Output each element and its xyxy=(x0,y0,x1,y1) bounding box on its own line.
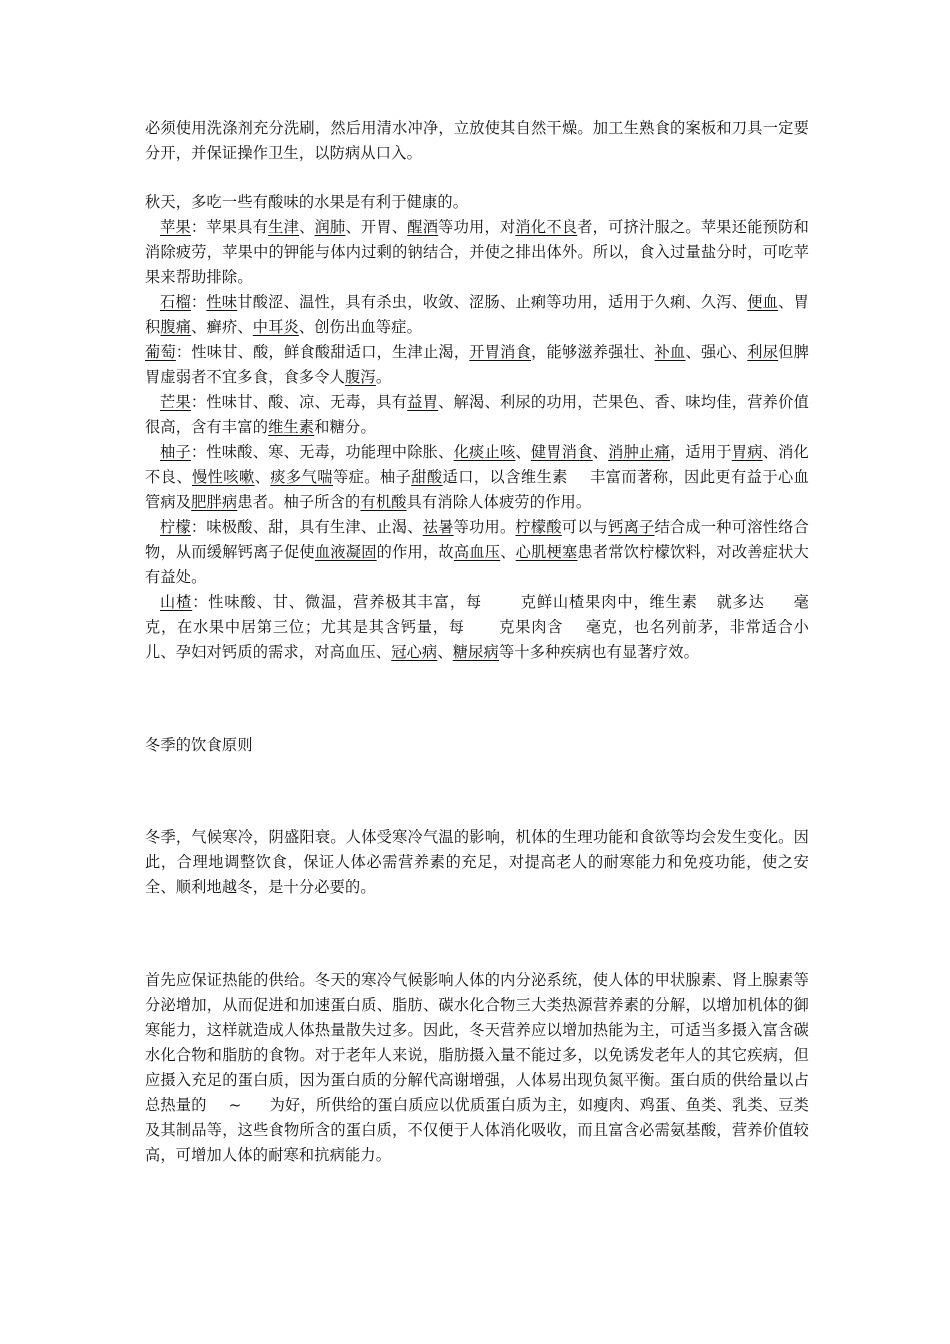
fruit-name-mango: 芒果 xyxy=(160,393,191,411)
fruit-name-pomegranate: 石榴 xyxy=(160,293,191,311)
autumn-fruits-section xyxy=(145,190,809,665)
winter-energy-paragraph: 首先应保证热能的供给。冬天的寒冷气候影响人体的内分泌系统，使人体的甲状腺素、肾上腺素等分泌增加，从而促进和加速蛋白质、脂肪、碳水化合物三大类热源营养素的分解，以增加机体的御寒能力，这样就造成人体热量散失过多。因此，冬天营养应以增加热能为主，可适当多摄入富含碳水化合物和脂肪的食物。对于老年人来说，脂肪摄入量不能过多，以免诱发老年人的其它疾病，但应摄入充足的蛋白质，因为蛋白质的分解代高谢增强，人体易出现负氮平衡。蛋白质的供给量以占总热量的 ~ 为好，所供给的蛋白质应以优质蛋白质为主，如瘦肉、鸡蛋、鱼类、乳类、豆类及其制品等，这些食物所含的蛋白质，不仅便于人体消化吸收，而且富含必需氨基酸，营养价值较高，可增加人体的耐寒和抗病能力。 xyxy=(145,971,809,1164)
fruit-entry-hawthorn: 山楂：性味酸、甘、微温，营养极其丰富，每 克鲜山楂果肉中，维生素 就多达 毫克，在水果中居第三位；尤其是其含钙量，每 克果肉含 毫克，也名列前茅，非常适合小儿、孕妇对钙质的需求，对高血压、冠心病、糖尿病等十多种疾病也有显著疗效。 xyxy=(145,593,809,661)
fruit-entry-lemon: 柠檬：味极酸、甜，具有生津、止渴、祛暑等功用。柠檬酸可以与钙离子结合成一种可溶性络合物，从而缓解钙离子促使血液凝固的作用，故高血压、心肌梗塞患者常饮柠檬饮料，对改善症状大有益处。 xyxy=(145,518,810,586)
fruit-entry-pomegranate: 石榴：性味甘酸涩、温性，具有杀虫，收敛、涩肠、止痢等功用，适用于久痢、久泻、便血、胃积腹痛、癣疥、中耳炎、创伤出血等症。 xyxy=(145,293,809,336)
fruit-entry-grape: 葡萄：性味甘、酸，鲜食酸甜适口，生津止渴，开胃消食，能够滋养强壮、补血、强心、利尿但脾胃虚弱者不宜多食，食多令人腹泻。 xyxy=(145,343,810,386)
fruit-entry-mango: 芒果：性味甘、酸、凉、无毒，具有益胃、解渴、利尿的功用，芒果色、香、味均佳，营养价值很高，含有丰富的维生素和糖分。 xyxy=(145,393,809,436)
intro-paragraph: 必须使用洗涤剂充分洗刷，然后用清水冲净，立放使其自然干燥。加工生熟食的案板和刀具一定要分开，并保证操作卫生，以防病从口入。 xyxy=(145,119,809,162)
intro-section xyxy=(145,116,809,166)
fruit-entry-pomelo: 柚子：性味酸、寒、无毒，功能理中除胀、化痰止咳、健胃消食、消肿止痛，适用于胃病、消化不良、慢性咳嗽、痰多气喘等症。柚子甜酸适口，以含维生素 丰富而著称，因此更有益于心血管病及肥胖病患者。柚子所含的有机酸具有消除人体疲劳的作用。 xyxy=(145,443,810,511)
fruit-name-hawthorn: 山楂 xyxy=(160,593,193,611)
winter-intro-paragraph: 冬季，气候寒冷，阴盛阳衰。人体受寒冷气温的影响，机体的生理功能和食欲等均会发生变化。因此，合理地调整饮食，保证人体必需营养素的充足，对提高老人的耐寒能力和免疫功能，使之安全、顺利地越冬，是十分必要的。 xyxy=(145,828,809,896)
winter-section-heading: 冬季的饮食原则 xyxy=(145,736,253,754)
fruit-name-lemon: 柠檬 xyxy=(160,518,191,536)
fruit-name-apple: 苹果 xyxy=(160,218,191,236)
winter-intro-block xyxy=(145,825,809,900)
autumn-lead-paragraph: 秋天，多吃一些有酸味的水果是有利于健康的。 xyxy=(145,193,469,211)
winter-energy-block xyxy=(145,968,809,1168)
winter-heading-block xyxy=(145,733,809,758)
fruit-entry-apple: 苹果：苹果具有生津、润肺、开胃、醒酒等功用，对消化不良者，可挤汁服之。苹果还能预防和消除疲劳，苹果中的钾能与体内过剩的钠结合，并使之排出体外。所以，食入过量盐分时，可吃苹果来帮助排除。 xyxy=(145,218,809,286)
fruit-name-grape: 葡萄 xyxy=(145,343,176,361)
fruit-name-pomelo: 柚子 xyxy=(160,443,191,461)
